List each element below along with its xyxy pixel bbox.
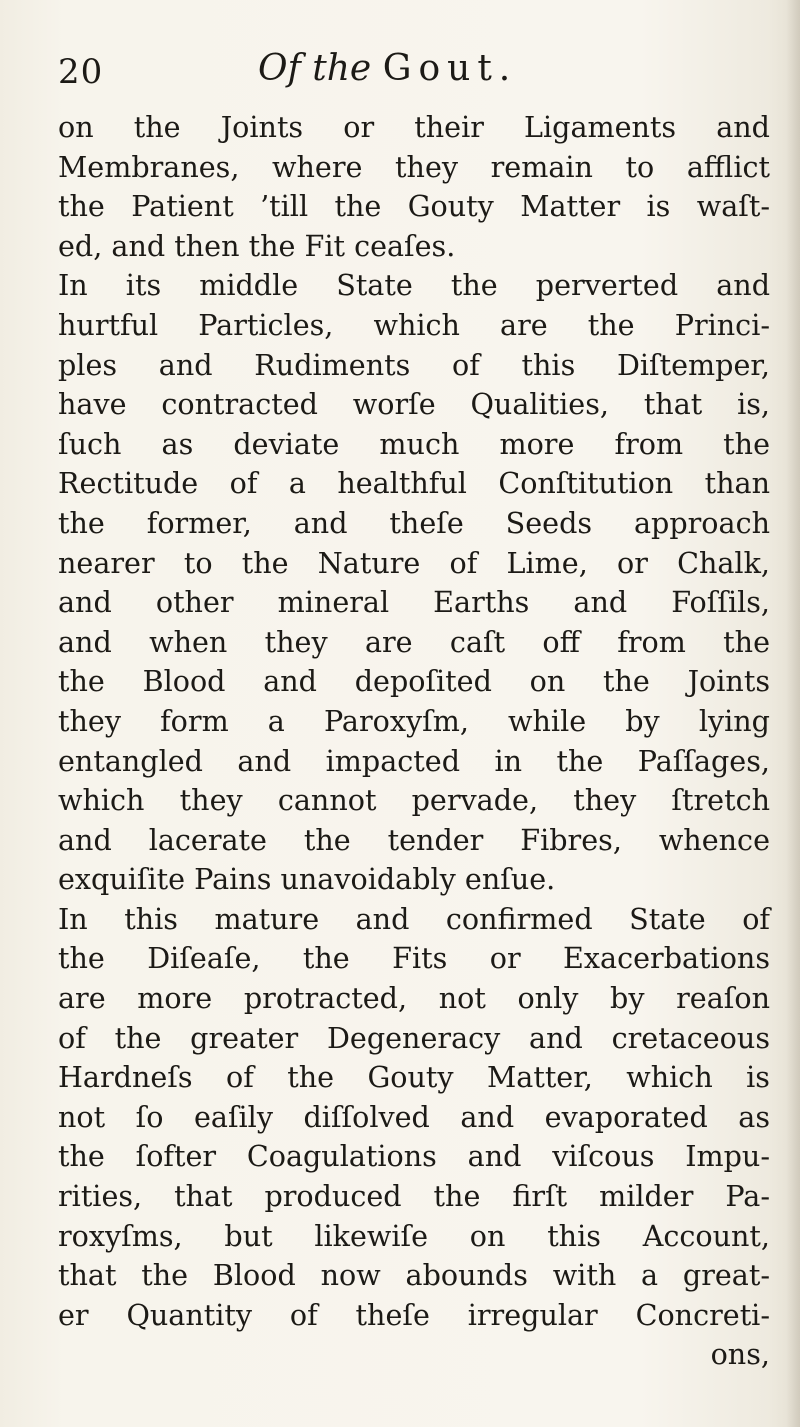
text-line: entangled and impacted in the Paſſages, xyxy=(58,743,770,778)
text-line: roxyſms, but likewiſe on this Account, xyxy=(58,1218,770,1253)
text-line: the Diſeaſe, the Fits or Exacerbations xyxy=(58,941,770,976)
body-text xyxy=(58,108,770,1375)
running-head-italic: Of the xyxy=(258,48,372,89)
text-line: they form a Paroxyſm, while by lying xyxy=(58,703,770,738)
text-line: Membranes, where they remain to afflict xyxy=(58,149,770,184)
text-line: and other mineral Earths and Foſſils, xyxy=(58,585,770,620)
text-line: and when they are caſt off from the xyxy=(58,624,770,659)
text-line: er Quantity of theſe irregular Concreti- xyxy=(58,1297,770,1332)
page-header xyxy=(58,48,758,100)
catchword: ons, xyxy=(710,1337,770,1372)
text-line: ed, and then the Fit ceaſes. xyxy=(58,228,456,263)
running-head-caps: Gout. xyxy=(382,48,518,89)
text-line: hurtful Particles, which are the Princi- xyxy=(58,307,770,342)
text-line: have contracted worſe Qualities, that is, xyxy=(58,387,770,422)
text-line: and lacerate the tender Fibres, whence xyxy=(58,822,770,857)
text-line: Hardneſs of the Gouty Matter, which is xyxy=(58,1060,770,1095)
text-line: which they cannot pervade, they ſtretch xyxy=(58,783,770,818)
text-line: ſuch as deviate much more from the xyxy=(58,426,770,461)
text-line: are more protracted, not only by reaſon xyxy=(58,981,770,1016)
text-line: the Blood and depoſited on the Joints xyxy=(58,664,770,699)
text-line: In its middle State the perverted and xyxy=(58,268,770,303)
page-number: 20 xyxy=(58,52,104,92)
text-line: the former, and theſe Seeds approach xyxy=(58,505,770,540)
text-line: rities, that produced the firſt milder Pa- xyxy=(58,1179,770,1214)
text-line: exquiſite Pains unavoidably enſue. xyxy=(58,862,556,897)
text-line: Rectitude of a healthful Conſtitution than xyxy=(58,466,770,501)
page-edge-shadow xyxy=(786,0,800,1427)
text-line: of the greater Degeneracy and cretaceous xyxy=(58,1020,770,1055)
text-line: ples and Rudiments of this Diſtemper, xyxy=(58,347,770,382)
text-line: that the Blood now abounds with a great- xyxy=(58,1258,770,1293)
text-line: not ſo eaſily diſſolved and evaporated as xyxy=(58,1099,770,1134)
text-line: nearer to the Nature of Lime, or Chalk, xyxy=(58,545,770,580)
text-line: the Patient ’till the Gouty Matter is waſt- xyxy=(58,189,770,224)
text-line: In this mature and confirmed State of xyxy=(58,901,770,936)
text-line: the ſofter Coagulations and viſcous Impu- xyxy=(58,1139,770,1174)
text-line: on the Joints or their Ligaments and xyxy=(58,110,770,144)
running-head xyxy=(258,48,517,89)
